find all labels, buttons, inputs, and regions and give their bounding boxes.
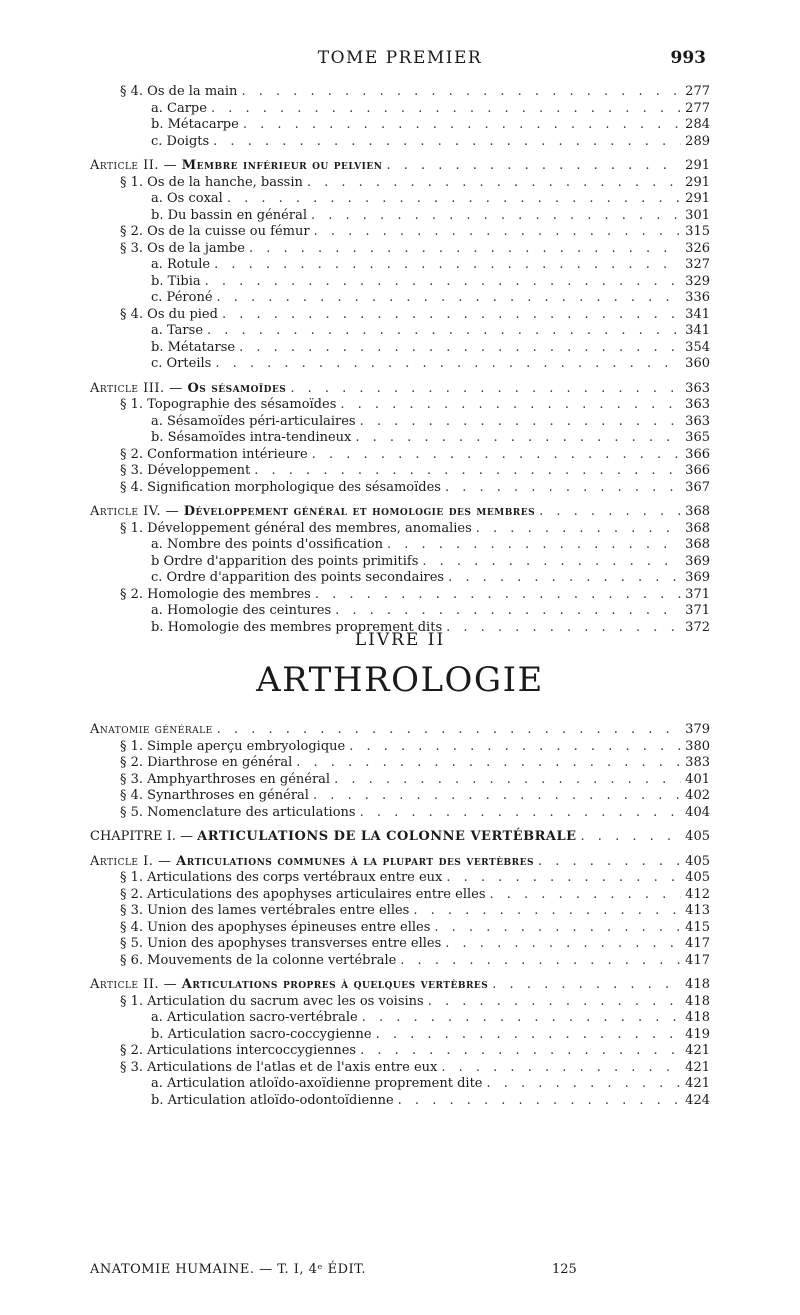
toc-section-row	[90, 480, 710, 497]
toc-entry-label: § 2. Diarthrose en général	[120, 755, 293, 770]
toc-dot-leader	[227, 191, 681, 206]
toc-dot-leader	[213, 134, 681, 149]
toc-page-number: 354	[685, 339, 710, 355]
toc-dot-leader	[311, 208, 681, 223]
toc-page-number: 363	[685, 397, 710, 412]
toc-page-number: 329	[685, 273, 710, 289]
toc-section-row	[90, 84, 710, 101]
toc-subsection-row	[90, 1010, 710, 1027]
toc-section-row	[90, 805, 710, 822]
toc-page-number: 404	[685, 804, 710, 820]
toc-page-number: 368	[685, 520, 710, 536]
toc-dot-leader	[334, 772, 681, 787]
toc-subsection-row	[90, 414, 710, 431]
toc-entry-label: § 3. Amphyarthroses en général	[120, 771, 331, 787]
toc-subsection-row	[90, 430, 710, 447]
toc-page-number: 277	[685, 100, 710, 116]
toc-subsection-row	[90, 1076, 710, 1093]
toc-dot-leader	[539, 504, 681, 519]
toc-dot-leader	[400, 953, 681, 968]
toc-section-row	[90, 739, 710, 756]
toc-entry-label: § 1. Topographie des sésamoïdes	[120, 397, 337, 412]
toc-page-number: 421	[685, 1076, 710, 1091]
toc-page-number: 368	[685, 537, 710, 552]
toc-page-number: 367	[685, 479, 710, 495]
page-header	[90, 48, 710, 72]
toc-entry-label	[90, 722, 213, 737]
toc-entry-label: a. Sésamoïdes péri-articulaires	[151, 413, 356, 429]
toc-entry-label: § 4. Os du pied	[120, 306, 218, 322]
toc-dot-leader	[428, 994, 681, 1009]
toc-section-row	[90, 755, 710, 772]
toc-subsection-row	[90, 101, 710, 118]
toc-article-row	[90, 829, 710, 846]
toc-dot-leader	[360, 1043, 681, 1058]
toc-entry-label: a. Os coxal	[151, 191, 223, 206]
toc-dot-leader	[445, 480, 681, 495]
toc-dot-leader	[296, 755, 681, 770]
toc-page-number: 284	[685, 117, 710, 132]
footer-book-info: ANATOMIE HUMAINE. — T. I, 4ᵉ ÉDIT.	[90, 1262, 367, 1277]
toc-page-number: 326	[685, 240, 710, 256]
toc-article-row	[90, 722, 710, 739]
toc-entry-label: § 4. Union des apophyses épineuses entre elles	[120, 919, 431, 935]
toc-article-prefix: Article II. —	[90, 158, 182, 173]
toc-page-number: 327	[685, 257, 710, 272]
toc-section-row	[90, 587, 710, 604]
toc-page-number: 363	[685, 380, 710, 396]
toc-section-row	[90, 903, 710, 920]
toc-entry-label	[90, 977, 488, 992]
toc-dot-leader	[211, 101, 681, 116]
toc-dot-leader	[490, 887, 682, 902]
toc-entry-label: a. Carpe	[151, 100, 207, 116]
toc-spacer	[90, 821, 710, 829]
toc-entry-label	[90, 854, 534, 869]
toc-page-number: 301	[685, 207, 710, 223]
toc-dot-leader	[312, 447, 681, 462]
toc-page-number: 421	[685, 1043, 710, 1058]
book-number: LIVRE II	[354, 630, 446, 650]
toc-dot-leader	[249, 241, 681, 256]
table-of-contents-part-2	[90, 722, 710, 1109]
toc-page-number: 412	[685, 886, 710, 902]
toc-dot-leader	[335, 603, 681, 618]
toc-dot-leader	[315, 587, 681, 602]
page-footer	[90, 1262, 710, 1282]
toc-article-title: Os sésamoïdes	[187, 380, 287, 396]
toc-section-row	[90, 521, 710, 538]
toc-section-row	[90, 920, 710, 937]
toc-dot-leader	[314, 224, 682, 239]
toc-section-row	[90, 175, 710, 192]
toc-section-row	[90, 463, 710, 480]
toc-section-row	[90, 994, 710, 1011]
toc-entry-label: § 6. Mouvements de la colonne vertébrale	[120, 952, 397, 968]
toc-entry-label: § 3. Union des lames vertébrales entre elles	[120, 903, 410, 918]
toc-page-number: 315	[685, 224, 710, 239]
toc-dot-leader	[413, 903, 681, 918]
toc-subsection-row	[90, 1093, 710, 1110]
toc-article-prefix: Article II. —	[90, 977, 182, 992]
toc-entry-label: § 5. Union des apophyses transverses entre elles	[120, 936, 442, 951]
toc-dot-leader	[214, 257, 681, 272]
toc-page-number: 402	[685, 788, 710, 803]
toc-dot-leader	[386, 158, 681, 173]
toc-section-row	[90, 772, 710, 789]
toc-dot-leader	[581, 829, 682, 844]
toc-dot-leader	[215, 356, 681, 371]
toc-section-row	[90, 788, 710, 805]
toc-dot-leader	[387, 537, 681, 552]
toc-entry-label: b. Articulation sacro-coccygienne	[151, 1026, 372, 1042]
toc-page-number: 421	[685, 1059, 710, 1075]
toc-dot-leader	[360, 414, 682, 429]
footer-signature: 125	[552, 1262, 577, 1277]
toc-section-row	[90, 241, 710, 258]
toc-page-number: 418	[685, 1010, 710, 1025]
toc-entry-label: § 2. Os de la cuisse ou fémur	[120, 224, 310, 239]
toc-entry-label: b. Articulation atloïdo-odontoïdienne	[151, 1092, 394, 1108]
toc-entry-label: c. Péroné	[151, 290, 213, 305]
toc-page-number: 336	[685, 290, 710, 305]
toc-entry-label: a. Homologie des ceintures	[151, 603, 332, 618]
toc-subsection-row	[90, 208, 710, 225]
toc-entry-label: § 3. Articulations de l'atlas et de l'axis entre eux	[120, 1059, 438, 1075]
toc-subsection-row	[90, 554, 710, 571]
toc-entry-label: b. Du bassin en général	[151, 207, 307, 223]
toc-dot-leader	[441, 1060, 681, 1075]
page-number: 993	[670, 48, 706, 68]
toc-page-number: 366	[685, 446, 710, 462]
toc-article-prefix: Anatomie générale	[90, 722, 213, 737]
toc-dot-leader	[307, 175, 681, 190]
toc-dot-leader	[434, 920, 681, 935]
toc-entry-label: a. Nombre des points d'ossification	[151, 537, 383, 552]
toc-dot-leader	[241, 84, 681, 99]
toc-entry-label	[90, 829, 577, 844]
toc-article-row	[90, 158, 710, 175]
toc-section-row	[90, 397, 710, 414]
toc-entry-label: b. Sésamoïdes intra-tendineux	[151, 430, 352, 445]
toc-dot-leader	[290, 381, 681, 396]
toc-entry-label: § 2. Articulations intercoccygiennes	[120, 1043, 357, 1058]
toc-subsection-row	[90, 570, 710, 587]
toc-entry-label: § 2. Homologie des membres	[120, 586, 311, 602]
toc-entry-label: § 1. Articulations des corps vertébraux entre eux	[120, 870, 443, 885]
toc-entry-label: a. Rotule	[151, 257, 211, 272]
toc-dot-leader	[360, 805, 682, 820]
toc-subsection-row	[90, 1027, 710, 1044]
toc-dot-leader	[222, 307, 681, 322]
toc-page-number: 341	[685, 323, 710, 338]
toc-page-number: 369	[685, 553, 710, 569]
toc-entry-label: b. Métatarse	[151, 339, 236, 355]
toc-spacer	[90, 373, 710, 381]
toc-entry-label: § 5. Nomenclature des articulations	[120, 804, 356, 820]
toc-entry-label: a. Articulation atloïdo-axoïdienne proprement dite	[151, 1076, 483, 1091]
toc-article-row	[90, 854, 710, 871]
toc-spacer	[90, 846, 710, 854]
toc-page-number: 424	[685, 1092, 710, 1108]
toc-section-row	[90, 936, 710, 953]
toc-entry-label: b. Tibia	[151, 273, 201, 289]
toc-dot-leader	[422, 554, 681, 569]
toc-subsection-row	[90, 340, 710, 357]
toc-section-row	[90, 1060, 710, 1077]
toc-dot-leader	[340, 397, 681, 412]
toc-page-number: 371	[685, 586, 710, 602]
toc-entry-label	[90, 158, 382, 173]
toc-dot-leader	[376, 1027, 682, 1042]
toc-subsection-row	[90, 356, 710, 373]
toc-section-row	[90, 870, 710, 887]
toc-article-title: ARTICULATIONS DE LA COLONNE VERTÉBRALE	[197, 829, 577, 844]
toc-dot-leader	[538, 854, 681, 869]
toc-article-title: Membre inférieur ou pelvien	[181, 158, 383, 173]
toc-page-number: 405	[685, 853, 710, 869]
toc-page-number: 405	[685, 829, 710, 844]
toc-subsection-row	[90, 537, 710, 554]
toc-page-number: 405	[685, 870, 710, 885]
toc-subsection-row	[90, 117, 710, 134]
toc-page-number: 379	[685, 722, 710, 737]
toc-dot-leader	[217, 722, 682, 737]
toc-page-number: 380	[685, 738, 710, 754]
toc-entry-label: § 4. Synarthroses en général	[120, 788, 309, 803]
toc-page-number: 289	[685, 133, 710, 149]
toc-dot-leader	[207, 323, 681, 338]
toc-article-prefix: Article IV. —	[90, 504, 184, 519]
toc-dot-leader	[313, 788, 681, 803]
toc-entry-label: § 4. Signification morphologique des sésamoïdes	[120, 479, 441, 495]
toc-article-prefix: Article III. —	[90, 380, 188, 396]
toc-spacer	[90, 496, 710, 504]
toc-page-number: 277	[685, 84, 710, 99]
toc-page-number: 415	[685, 919, 710, 935]
toc-page-number: 365	[685, 430, 710, 445]
toc-dot-leader	[355, 430, 681, 445]
toc-article-prefix: Article I. —	[90, 853, 177, 869]
toc-page-number: 291	[685, 174, 710, 190]
toc-entry-label: § 1. Simple aperçu embryologique	[120, 738, 346, 754]
toc-article-title: Articulations propres à quelques vertèbres	[181, 977, 489, 992]
section-title: ARTHROLOGIE	[256, 660, 544, 700]
toc-entry-label: c. Doigts	[151, 133, 210, 149]
toc-entry-label: b Ordre d'apparition des points primitifs	[151, 553, 419, 569]
toc-article-title: Développement général et homologie des membres	[183, 504, 536, 519]
toc-article-prefix: CHAPITRE I. —	[90, 829, 198, 844]
toc-page-number: 401	[685, 771, 710, 787]
toc-subsection-row	[90, 257, 710, 274]
toc-page-number: 363	[685, 413, 710, 429]
toc-dot-leader	[243, 117, 681, 132]
toc-section-row	[90, 447, 710, 464]
toc-page-number: 418	[685, 993, 710, 1009]
toc-article-row	[90, 381, 710, 398]
toc-dot-leader	[476, 521, 681, 536]
toc-page-number: 418	[685, 977, 710, 992]
toc-spacer	[90, 969, 710, 977]
toc-page-number: 360	[685, 356, 710, 371]
toc-section-row	[90, 1043, 710, 1060]
running-title: TOME PREMIER	[317, 48, 483, 68]
toc-page-number: 369	[685, 570, 710, 585]
toc-subsection-row	[90, 290, 710, 307]
toc-entry-label: § 3. Os de la jambe	[120, 240, 245, 256]
toc-dot-leader	[362, 1010, 681, 1025]
toc-entry-label: § 1. Développement général des membres, anomalies	[120, 520, 472, 536]
toc-dot-leader	[217, 290, 682, 305]
toc-entry-label: a. Tarse	[151, 323, 204, 338]
toc-dot-leader	[239, 340, 681, 355]
toc-page-number: 368	[685, 504, 710, 519]
toc-section-row	[90, 307, 710, 324]
toc-page-number: 383	[685, 755, 710, 770]
toc-page-number: 371	[685, 603, 710, 618]
toc-section-row	[90, 224, 710, 241]
toc-section-row	[90, 887, 710, 904]
toc-subsection-row	[90, 323, 710, 340]
toc-subsection-row	[90, 191, 710, 208]
toc-dot-leader	[398, 1093, 682, 1108]
toc-entry-label: c. Ordre d'apparition des points secondaires	[151, 570, 445, 585]
toc-dot-leader	[349, 739, 681, 754]
toc-dot-leader	[446, 870, 681, 885]
toc-dot-leader	[492, 977, 681, 992]
toc-page-number: 413	[685, 903, 710, 918]
toc-entry-label: § 3. Développement	[120, 463, 251, 478]
toc-page-number: 341	[685, 306, 710, 322]
toc-dot-leader	[448, 570, 681, 585]
toc-page-number: 291	[685, 158, 710, 173]
toc-subsection-row	[90, 134, 710, 151]
toc-entry-label: b. Métacarpe	[151, 117, 239, 132]
toc-subsection-row	[90, 274, 710, 291]
toc-article-title: Articulations communes à la plupart des vertèbres	[176, 853, 534, 869]
toc-dot-leader	[486, 1076, 681, 1091]
toc-dot-leader	[445, 936, 681, 951]
toc-page-number: 417	[685, 952, 710, 968]
toc-page-number: 417	[685, 936, 710, 951]
toc-entry-label: § 2. Articulations des apophyses articulaires entre elles	[120, 886, 486, 902]
table-of-contents-part-1	[90, 84, 710, 636]
toc-dot-leader	[254, 463, 681, 478]
toc-entry-label: § 4. Os de la main	[120, 84, 238, 99]
toc-entry-label	[90, 504, 535, 519]
toc-page-number: 419	[685, 1026, 710, 1042]
toc-entry-label: § 2. Conformation intérieure	[120, 446, 308, 462]
toc-article-row	[90, 977, 710, 994]
toc-entry-label: § 1. Os de la hanche, bassin	[120, 174, 303, 190]
toc-section-row	[90, 953, 710, 970]
toc-page-number: 366	[685, 463, 710, 478]
toc-entry-label: § 1. Articulation du sacrum avec les os voisins	[120, 993, 424, 1009]
toc-page-number: 372	[685, 619, 710, 635]
toc-entry-label: b. Homologie des membres proprement dits	[151, 619, 443, 635]
toc-entry-label: c. Orteils	[151, 356, 212, 371]
toc-dot-leader	[205, 274, 682, 289]
toc-page-number: 291	[685, 191, 710, 206]
toc-entry-label	[90, 381, 286, 396]
toc-subsection-row	[90, 603, 710, 620]
toc-entry-label: a. Articulation sacro-vertébrale	[151, 1010, 358, 1025]
toc-article-row	[90, 504, 710, 521]
toc-spacer	[90, 150, 710, 158]
